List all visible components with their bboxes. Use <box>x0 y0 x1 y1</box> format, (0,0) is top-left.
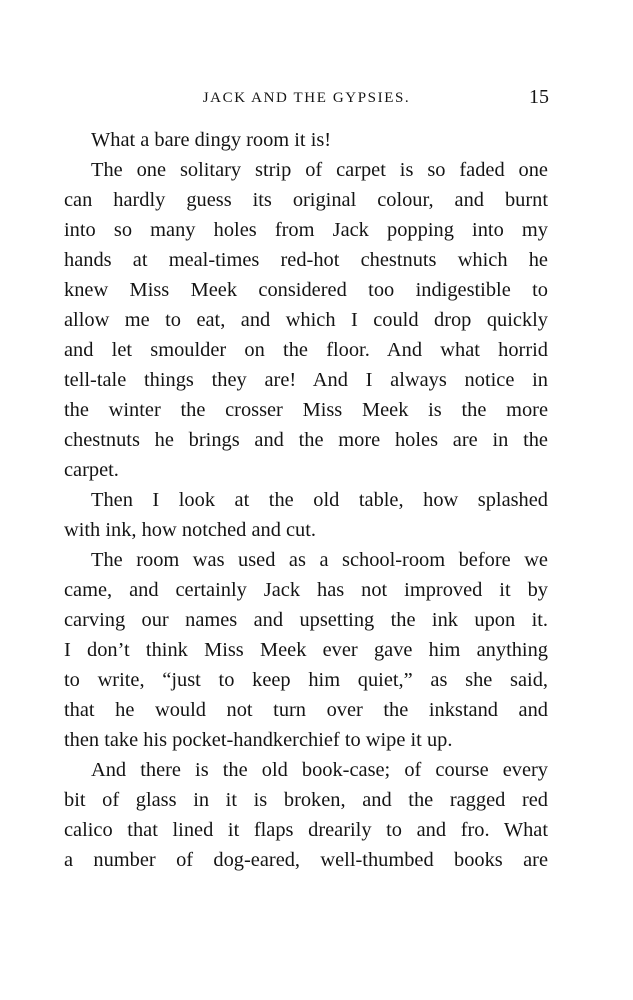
text-line: The room was used as a school-room before we <box>91 549 548 571</box>
text-line: carving our names and upsetting the ink upon it. <box>64 609 548 631</box>
text-line: that he would not turn over the inkstand and <box>64 699 548 721</box>
text-line: a number of dog-eared, well-thumbed books are <box>64 849 548 871</box>
running-title: JACK AND THE GYPSIES. <box>202 90 411 106</box>
page-number: 15 <box>529 86 549 108</box>
text-line: tell-tale things they are! And I always notice in <box>64 369 548 391</box>
text-line: with ink, how notched and cut. <box>64 519 317 541</box>
text-line: the winter the crosser Miss Meek is the more <box>64 399 548 421</box>
text-line: I don’t think Miss Meek ever gave him anything <box>64 639 548 661</box>
text-line: can hardly guess its original colour, and burnt <box>64 189 548 211</box>
paragraph <box>64 755 548 875</box>
text-line: And there is the old book-case; of course every <box>91 759 548 781</box>
text-line: hands at meal-times red-hot chestnuts which he <box>64 249 548 271</box>
text-line: calico that lined it flaps drearily to and fro. What <box>64 819 548 841</box>
running-head <box>64 88 549 112</box>
paragraph <box>64 485 548 545</box>
text-line: What a bare dingy room it is! <box>91 129 332 151</box>
text-line: Then I look at the old table, how splashed <box>91 489 548 511</box>
text-line: carpet. <box>64 459 119 481</box>
text-line: The one solitary strip of carpet is so faded one <box>91 159 548 181</box>
text-line: then take his pocket-handkerchief to wipe it up. <box>64 729 453 751</box>
text-line: to write, “just to keep him quiet,” as she said, <box>64 669 548 691</box>
text-line: bit of glass in it is broken, and the ragged red <box>64 789 548 811</box>
text-line: into so many holes from Jack popping into my <box>64 219 548 241</box>
text-line: knew Miss Meek considered too indigestible to <box>64 279 548 301</box>
paragraph <box>64 155 548 485</box>
text-line: came, and certainly Jack has not improved it by <box>64 579 548 601</box>
body-text <box>64 125 548 875</box>
text-line: chestnuts he brings and the more holes are in the <box>64 429 548 451</box>
paragraph <box>64 125 548 155</box>
paragraph <box>64 545 548 755</box>
text-line: and let smoulder on the floor. And what horrid <box>64 339 548 361</box>
text-line: allow me to eat, and which I could drop quickly <box>64 309 548 331</box>
